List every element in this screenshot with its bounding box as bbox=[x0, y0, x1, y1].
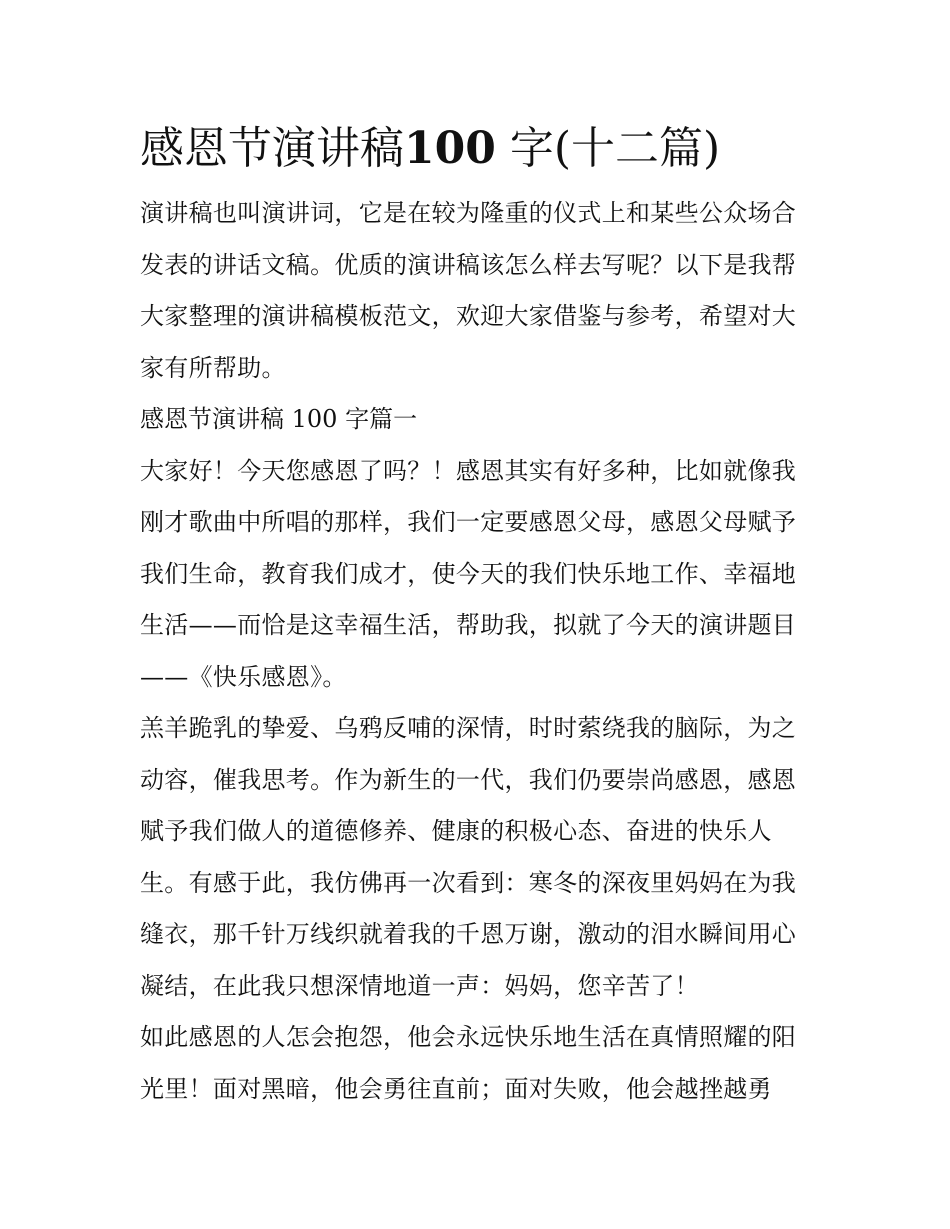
title-number: 100 bbox=[404, 123, 496, 174]
text-line: 大家整理的演讲稿模板范文，欢迎大家借鉴与参考，希望对大 bbox=[140, 302, 797, 330]
text-line: 大家好！今天您感恩了吗？！感恩其实有好多种，比如就像我 bbox=[140, 456, 797, 485]
body-paragraph-2 bbox=[140, 703, 812, 1012]
text-line: 生。有感于此，我仿佛再一次看到：寒冬的深夜里妈妈在为我 bbox=[140, 868, 797, 897]
text-line: 动容，催我思考。作为新生的一代，我们仍要崇尚感恩，感恩 bbox=[140, 765, 797, 794]
text-line: 演讲稿也叫演讲词，它是在较为隆重的仪式上和某些公众场合 bbox=[140, 199, 797, 227]
section-heading: 感恩节演讲稿 100 字篇一 bbox=[140, 405, 418, 433]
text-line: 赋予我们做人的道德修养、健康的积极心态、奋进的快乐人 bbox=[140, 817, 772, 845]
text-line: 发表的讲话文稿。优质的演讲稿该怎么样去写呢？以下是我帮 bbox=[140, 250, 797, 279]
text-line: 光里！面对黑暗，他会勇往直前；面对失败，他会越挫越勇 bbox=[140, 1074, 772, 1103]
text-line: 刚才歌曲中所唱的那样，我们一定要感恩父母，感恩父母赋予 bbox=[140, 508, 797, 536]
title-prefix: 感恩节演讲稿 bbox=[140, 123, 404, 174]
title-suffix: 字(十二篇) bbox=[495, 123, 721, 174]
body-paragraph-3 bbox=[140, 1012, 812, 1115]
text-line: 我们生命，教育我们成才，使今天的我们快乐地工作、幸福地 bbox=[140, 559, 797, 588]
text-line: 家有所帮助。 bbox=[140, 353, 286, 382]
text-line: 如此感恩的人怎会抱怨，他会永远快乐地生活在真情照耀的阳 bbox=[140, 1023, 797, 1051]
text-line: 凝结，在此我只想深情地道一声：妈妈，您辛苦了！ bbox=[140, 971, 699, 1000]
text-line: 羔羊跪乳的挚爱、乌鸦反哺的深情，时时萦绕我的脑际，为之 bbox=[140, 714, 797, 742]
text-line: ——《快乐感恩》。 bbox=[140, 662, 347, 691]
document-body bbox=[140, 118, 812, 1115]
intro-paragraph bbox=[140, 188, 812, 394]
text-line: 缝衣，那千针万线织就着我的千恩万谢，激动的泪水瞬间用心 bbox=[140, 920, 797, 948]
body-paragraph-1 bbox=[140, 446, 812, 704]
document-title bbox=[140, 118, 812, 180]
text-line: 生活——而恰是这幸福生活，帮助我，拟就了今天的演讲题目 bbox=[140, 611, 797, 639]
